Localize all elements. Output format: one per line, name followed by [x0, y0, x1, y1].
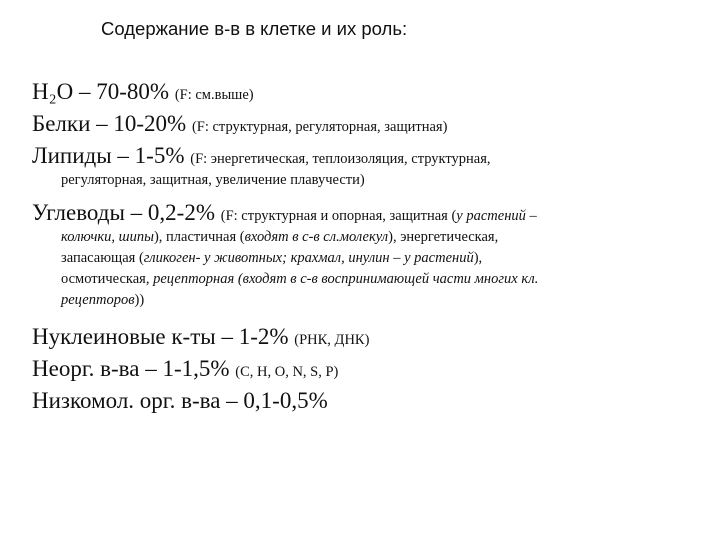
item-main: Липиды – 1-5% [32, 143, 191, 168]
item-continuation [32, 269, 708, 290]
item-detail: (F: структурная, регуляторная, защитная) [191, 119, 448, 135]
plain-text: запасающая ( [61, 250, 144, 266]
italic-text: колючки, шипы [61, 229, 154, 245]
italic-text: рецепторов [61, 292, 135, 308]
list-item-lipids [32, 140, 708, 172]
list-item-water [32, 76, 708, 108]
item-detail: (РНК, ДНК) [294, 332, 370, 348]
list-item-low-molecular [32, 385, 708, 417]
item-main: Белки – 10-20% [32, 111, 192, 136]
plain-text: ), пластичная ( [153, 229, 245, 245]
plain-text: ), энергетическая, [388, 229, 499, 245]
item-continuation [32, 227, 708, 248]
item-detail: (C, H, O, N, S, P) [235, 364, 339, 380]
list-item-proteins [32, 108, 708, 140]
item-main: H₂O – 70-80% [32, 79, 175, 104]
item-main: Углеводы – 0,2-2% [32, 200, 221, 225]
slide-title: Содержание в-в в клетке и их роль: [101, 18, 408, 39]
italic-text: входят в с-в сл.молекул [244, 229, 389, 245]
item-detail: (F: энергетическая, теплоизоляция, структурная, [190, 151, 491, 167]
item-main: Низкомол. орг. в-ва – 0,1-0,5% [32, 388, 328, 413]
item-main: Неорг. в-ва – 1-1,5% [32, 356, 236, 381]
item-detail-italic: у растений – [456, 208, 537, 224]
italic-text: рецепторная (входят в с-в воспринимающей части многих кл. [153, 271, 539, 287]
content-list [32, 76, 708, 417]
item-continuation [32, 248, 708, 269]
item-detail: (F: структурная и опорная, защитная ( [220, 208, 457, 224]
item-detail: (F: см.выше) [174, 87, 254, 103]
item-main: Нуклеиновые к-ты – 1-2% [32, 324, 295, 349]
plain-text: )) [134, 292, 145, 308]
item-continuation [32, 290, 708, 311]
plain-text: ), [473, 250, 483, 266]
list-item-nucleic-acids [32, 321, 708, 353]
list-item-carbohydrates [32, 197, 708, 229]
italic-text: гликоген- у животных; крахмал, инулин – у растений [143, 250, 474, 266]
item-continuation: регуляторная, защитная, увеличение плавучести) [61, 172, 365, 188]
plain-text: осмотическая, [61, 271, 154, 287]
list-item-inorganic [32, 353, 708, 385]
